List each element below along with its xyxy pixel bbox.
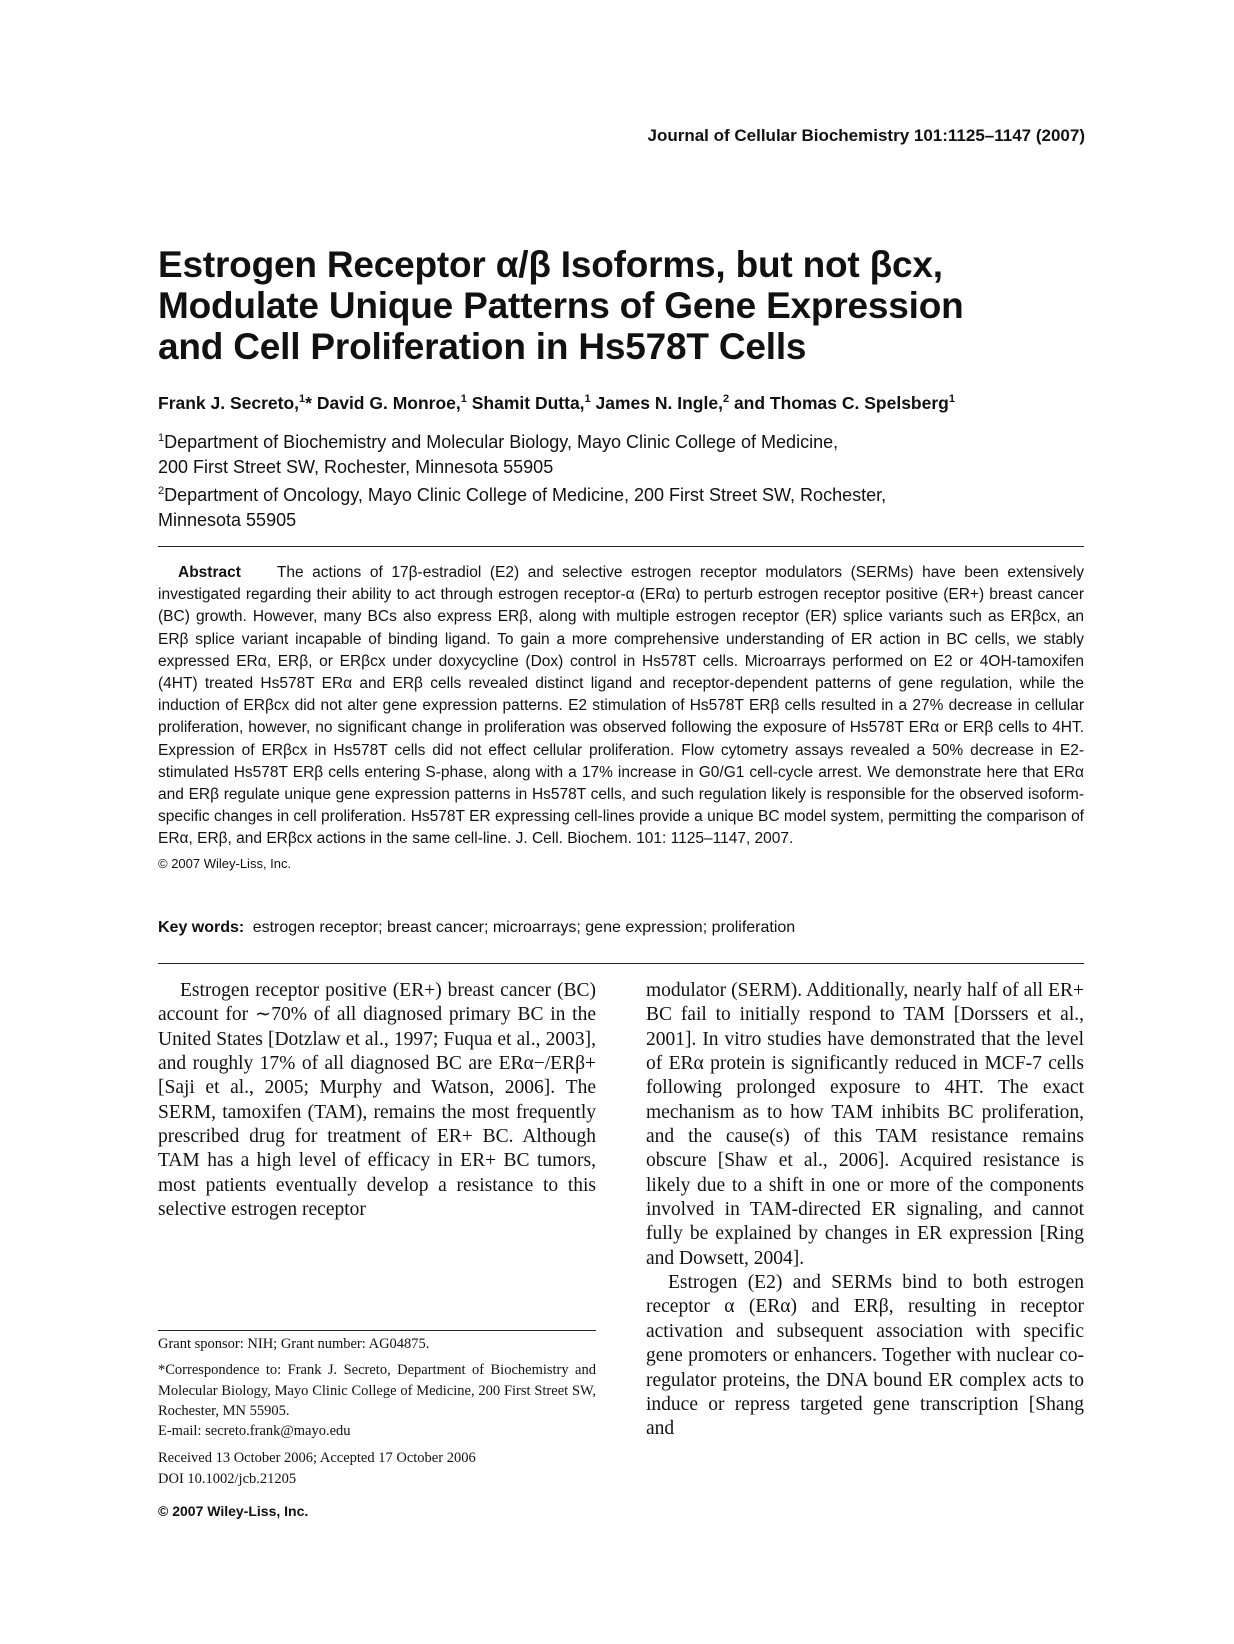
title-line: Estrogen Receptor α/β Isoforms, but not βcx, <box>158 244 943 285</box>
affiliation-text: Department of Oncology, Mayo Clinic College of Medicine, 200 First Street SW, Rochester, <box>164 485 887 505</box>
correspondence-footnote: *Correspondence to: Frank J. Secreto, Department of Biochemistry and Molecular Biology, Mayo Clinic College of Medicine, 200 First Street SW, Rochester, MN 55905. <box>158 1362 596 1419</box>
affiliation-marker: 1 <box>584 393 591 406</box>
keywords-text: estrogen receptor; breast cancer; microarrays; gene expression; proliferation <box>252 919 796 936</box>
body-column-right <box>646 979 1084 1442</box>
affiliation-2 <box>158 479 1078 508</box>
abstract-text: The actions of 17β-estradiol (E2) and selective estrogen receptor modulators (SERMs) have been extensively investigated regarding their ability to act through estrogen receptor-α (ERα) to perturb estrogen receptor positive (ER+) breast cancer (BC) growth. However, many BCs also express ERβ, along with multiple estrogen receptor (ER) splice variants such as ERβcx, an ERβ splice variant incapable of binding ligand. To gain a more comprehensive understanding of ER action in BC cells, we stably expressed ERα, ERβ, or ERβcx under doxycycline (Dox) control in Hs578T cells. Microarrays performed on E2 or 4OH-tamoxifen (4HT) treated Hs578T ERα and ERβ cells revealed distinct ligand and receptor-dependent patterns of gene regulation, while the induction of ERβcx did not alter gene expression patterns. E2 stimulation of Hs578T ERβ cells resulted in a 27% decrease in cellular proliferation, however, no significant change in proliferation was observed following the exposure of Hs578T ERα or ERβ cells to 4HT. Expression of ERβcx in Hs578T cells did not effect cellular proliferation. Flow cytometry assays revealed a 50% decrease in E2-stimulated Hs578T ERβ cells entering S-phase, along with a 17% increase in G0/G1 cell-cycle arrest. We demonstrate here that ERα and ERβ regulate unique gene expression patterns in Hs578T cells, and such regulation likely is responsible for the observed isoform-specific changes in cell proliferation. Hs578T ER expressing cell-lines provide a unique BC model system, permitting the comparison of ERα, ERβ, and ERβcx actions in the same cell-line. J. Cell. Biochem. 101: 1125–1147, 2007. <box>158 564 1084 848</box>
affiliation-text: Department of Biochemistry and Molecular Biology, Mayo Clinic College of Medicine, <box>164 432 839 452</box>
affiliations <box>158 426 1078 532</box>
footnotes <box>158 1334 596 1521</box>
keywords <box>158 919 795 937</box>
abstract-heading: Abstract <box>178 564 241 581</box>
grant-footnote: Grant sponsor: NIH; Grant number: AG04875. <box>158 1336 430 1352</box>
journal-citation: Journal of Cellular Biochemistry 101:1125–1147 (2007) <box>647 126 1085 145</box>
article-title <box>158 244 1098 367</box>
body-paragraph: Estrogen receptor positive (ER+) breast cancer (BC) account for ∼70% of all diagnosed primary BC in the United States [Dotzlaw et al., 1997; Fuqua et al., 2003], and roughly 17% of all diagnosed BC are ERα−/ERβ+ [Saji et al., 2005; Murphy and Watson, 2006]. The SERM, tamoxifen (TAM), remains the most frequently prescribed drug for treatment of ER+ BC. Although TAM has a high level of efficacy in ER+ BC tumors, most patients eventually develop a resistance to this selective estrogen receptor <box>158 980 596 1221</box>
body-paragraph: modulator (SERM). Additionally, nearly half of all ER+ BC fail to initially respond to TAM [Dorssers et al., 2001]. In vitro studies have demonstrated that the level of ERα protein is significantly reduced in MCF-7 cells following prolonged exposure to 4HT. The exact mechanism as to how TAM inhibits BC proliferation, and the cause(s) of this TAM resistance remains obscure [Shaw et al., 2006]. Acquired resistance is likely due to a shift in one or more of the components involved in TAM-directed ER signaling, and cannot fully be explained by changes in ER expression [Ring and Dowsett, 2004]. <box>646 980 1084 1269</box>
affiliation-1-cont: 200 First Street SW, Rochester, Minnesota 55905 <box>158 456 554 477</box>
title-line: Modulate Unique Patterns of Gene Expression <box>158 285 964 326</box>
doi: DOI 10.1002/jcb.21205 <box>158 1470 297 1487</box>
affiliation-marker: 1 <box>460 393 467 406</box>
abstract-copyright: © 2007 Wiley-Liss, Inc. <box>158 855 292 871</box>
divider-above-abstract <box>158 546 1084 547</box>
abstract-block <box>158 562 1084 875</box>
body-column-left <box>158 979 596 1222</box>
author-name: James N. Ingle, <box>590 393 723 413</box>
body-paragraph: Estrogen (E2) and SERMs bind to both estrogen receptor α (ERα) and ERβ, resulting in receptor activation and subsequent association with specific gene promoters or enhancers. Together with nuclear co-regulator proteins, the DNA bound ER complex acts to induce or repress targeted gene transcription [Shang and <box>646 1272 1084 1440</box>
affiliation-number: 2 <box>158 485 165 497</box>
corresponding-mark: * <box>305 393 312 413</box>
affiliation-2-cont: Minnesota 55905 <box>158 509 297 530</box>
footnote-divider <box>158 1330 596 1331</box>
affiliation-marker: 1 <box>299 393 306 406</box>
author-name: Shamit Dutta, <box>466 393 585 413</box>
author-name: David G. Monroe, <box>311 393 461 413</box>
affiliation-marker: 2 <box>722 393 730 406</box>
keywords-label: Key words: <box>158 919 245 936</box>
affiliation-marker: 1 <box>948 393 955 406</box>
email-footnote: E-mail: secreto.frank@mayo.edu <box>158 1423 351 1440</box>
received-date: Received 13 October 2006; Accepted 17 October 2006 <box>158 1450 476 1467</box>
affiliation-number: 1 <box>158 432 165 444</box>
divider-above-body <box>158 963 1084 964</box>
affiliation-1 <box>158 426 1078 455</box>
copyright-notice: © 2007 Wiley-Liss, Inc. <box>158 1503 309 1520</box>
author-name: and Thomas C. Spelsberg <box>729 393 949 413</box>
title-line: and Cell Proliferation in Hs578T Cells <box>158 326 807 367</box>
author-name: Frank J. Secreto, <box>158 393 300 413</box>
author-list <box>158 393 955 414</box>
